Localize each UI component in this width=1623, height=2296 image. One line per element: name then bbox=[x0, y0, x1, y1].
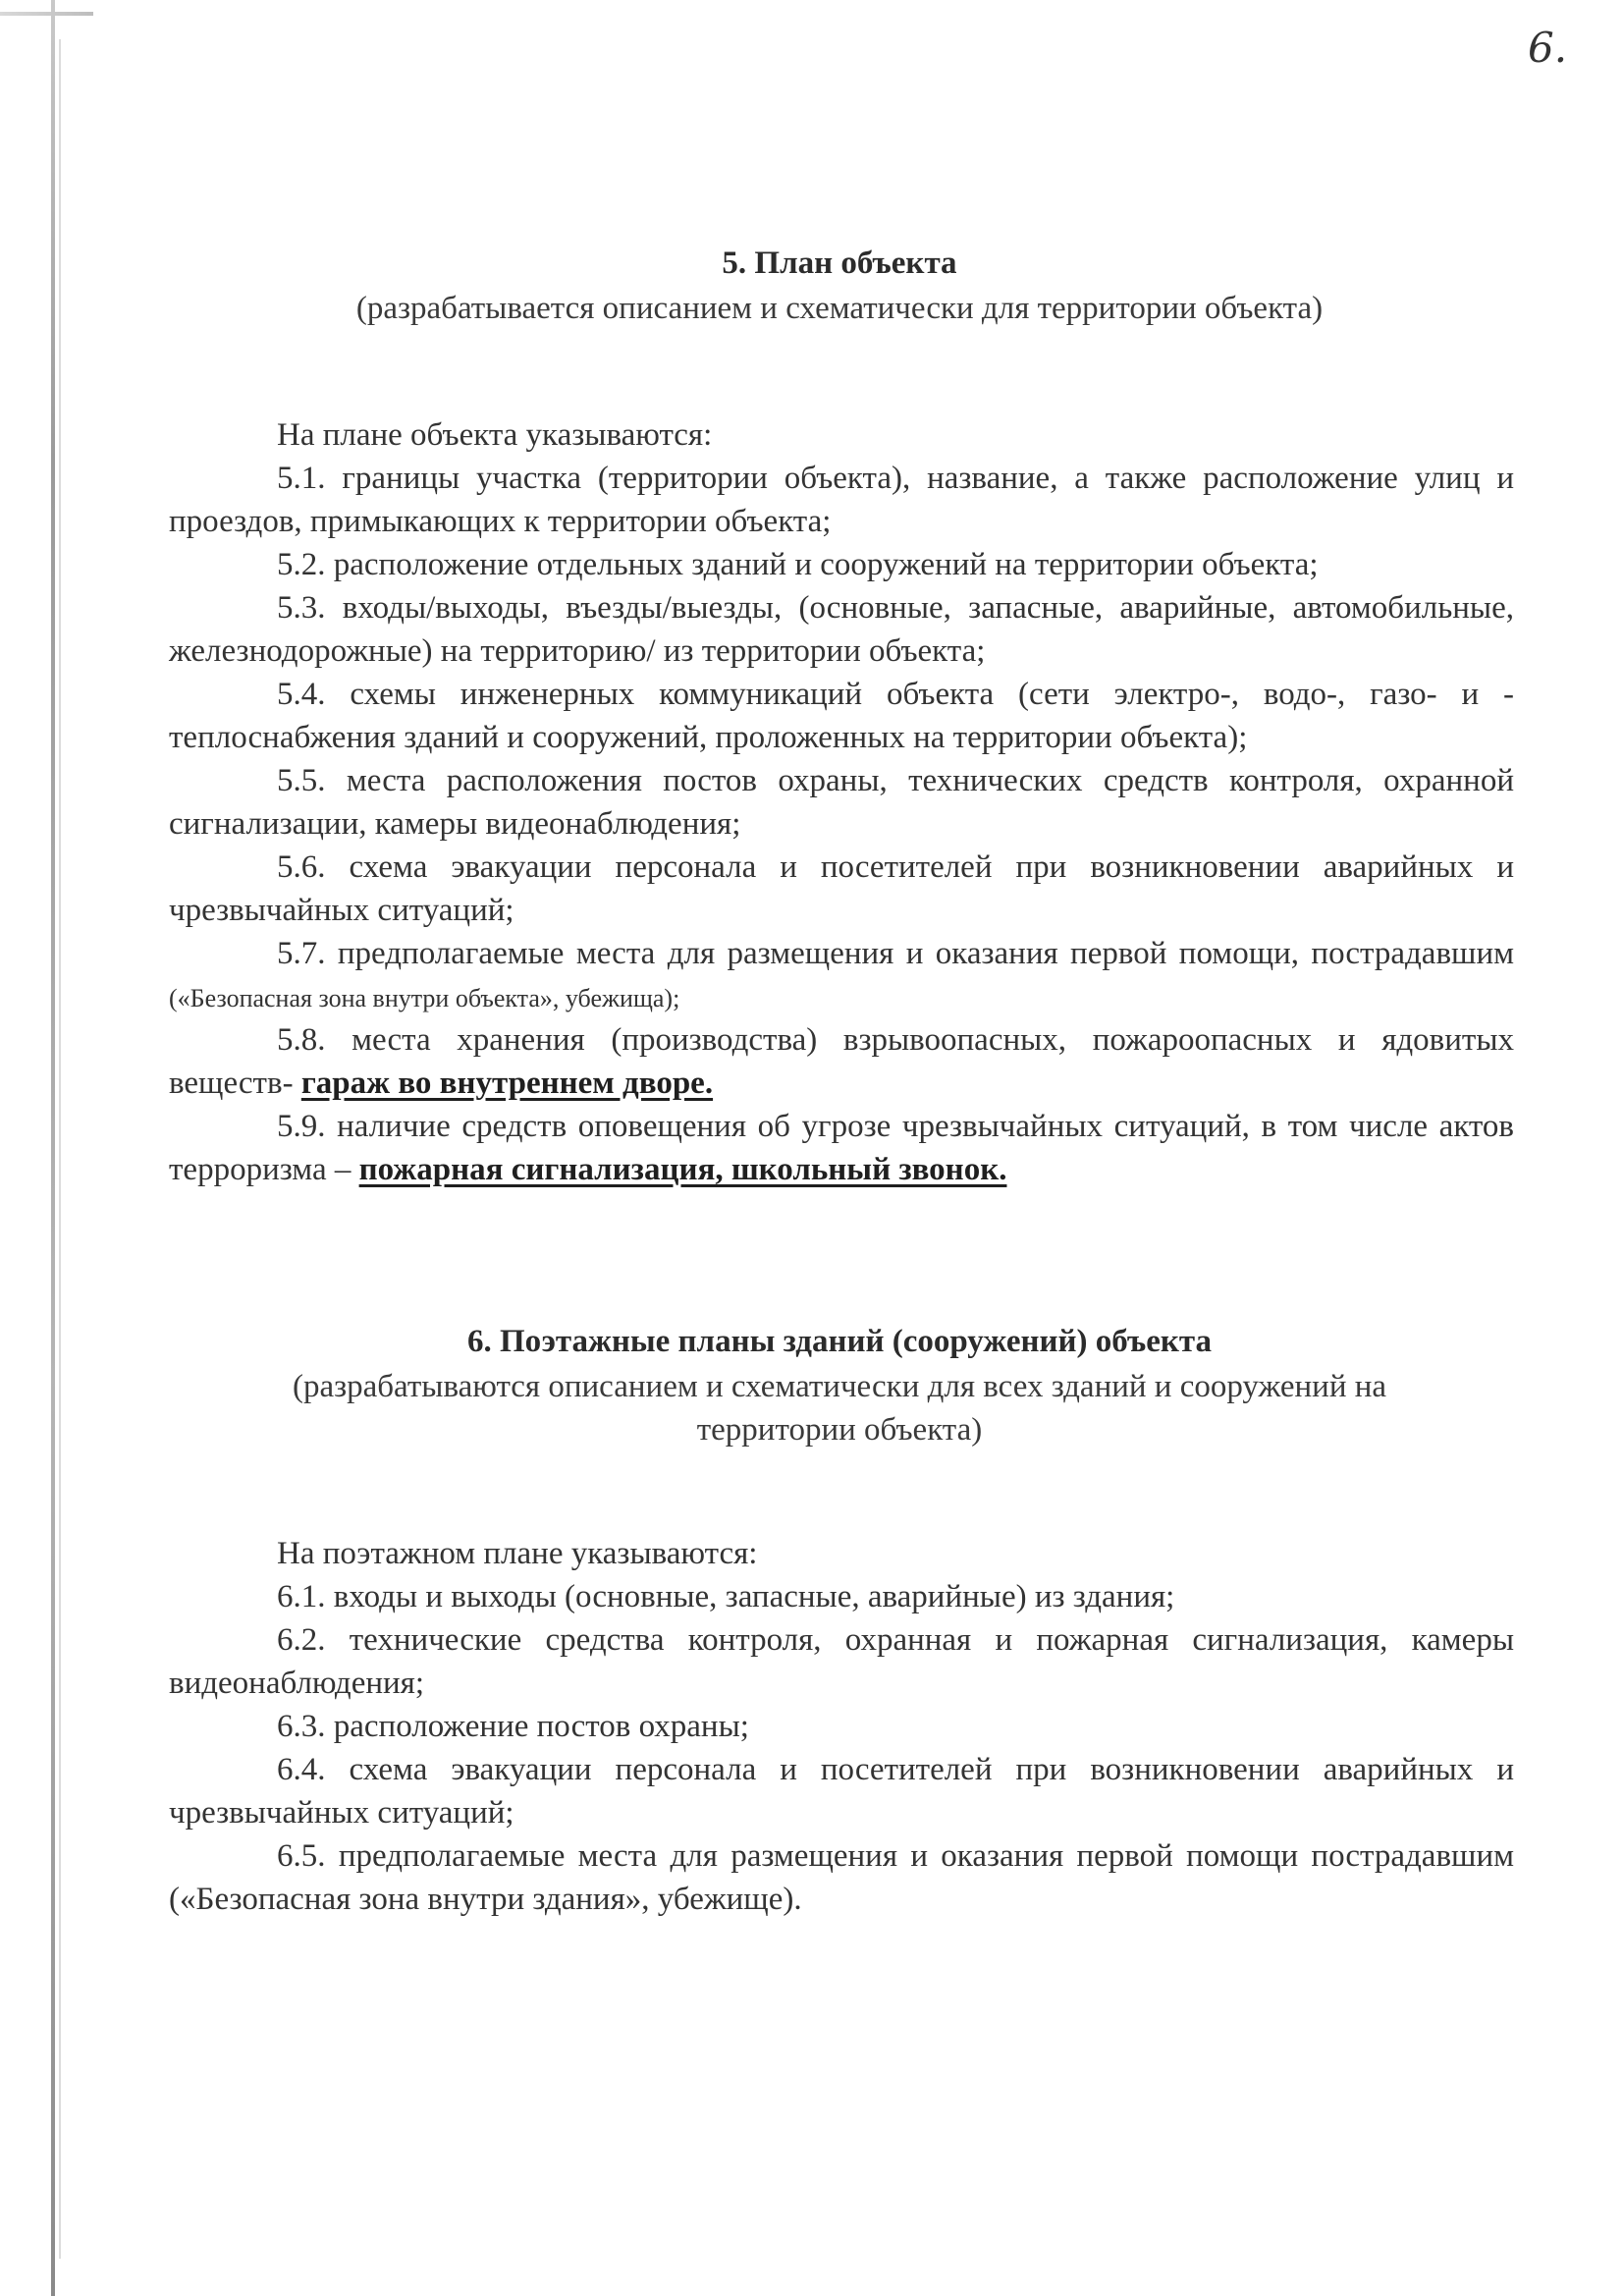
section-6-subtitle-line2: территории объекта) bbox=[696, 1412, 983, 1448]
section-6-subtitle-line1: (разрабатываются описанием и схематически для всех зданий и сооружений на bbox=[292, 1369, 1387, 1404]
section-6-title: 6. Поэтажные планы зданий (сооружений) объекта bbox=[467, 1324, 1212, 1359]
item-6-5: 6.5. предполагаемые места для размещения и оказания первой помощи пострадавшим («Безопасная зона внутри здания», убежище). bbox=[169, 1838, 1514, 1917]
scan-edge-shadow bbox=[59, 39, 61, 2259]
section-5-title: 5. План объекта bbox=[722, 246, 957, 281]
section-5-intro: На плане объекта указываются: bbox=[277, 417, 713, 453]
item-5-9-emphasis: пожарная сигнализация, школьный звонок. bbox=[358, 1152, 1007, 1187]
item-5-8-emphasis: гараж во внутреннем дворе. bbox=[300, 1066, 714, 1101]
item-5-4: 5.4. схемы инженерных коммуникаций объекта (сети электро-, водо-, газо- и - теплоснабжения зданий и сооружений, проложенных на территории объекта); bbox=[169, 677, 1514, 755]
page-number: 6. bbox=[1528, 24, 1568, 72]
scan-edge-top bbox=[0, 12, 93, 16]
item-6-4: 6.4. схема эвакуации персонала и посетителей при возникновении аварийных и чрезвычайных ситуаций; bbox=[169, 1752, 1514, 1831]
item-6-1: 6.1. входы и выходы (основные, запасные, аварийные) из здания; bbox=[277, 1579, 1175, 1614]
item-5-8-text: 5.8. места хранения (производства) взрывоопасных, пожароопасных и ядовитых веществ- bbox=[169, 1022, 1514, 1101]
item-6-3: 6.3. расположение постов охраны; bbox=[277, 1709, 749, 1744]
item-5-6: 5.6. схема эвакуации персонала и посетителей при возникновении аварийных и чрезвычайных ситуаций; bbox=[169, 849, 1514, 928]
item-6-2: 6.2. технические средства контроля, охранная и пожарная сигнализация, камеры видеонаблюдения; bbox=[169, 1622, 1514, 1701]
section-6-intro: На поэтажном плане указываются: bbox=[277, 1536, 758, 1571]
item-5-5: 5.5. места расположения постов охраны, технических средств контроля, охранной сигнализации, камеры видеонаблюдения; bbox=[169, 763, 1514, 842]
item-5-7-text: 5.7. предполагаемые места для размещения и оказания первой помощи, пострадавшим bbox=[277, 936, 1514, 971]
section-5-subtitle: (разрабатывается описанием и схематически для территории объекта) bbox=[355, 291, 1324, 326]
item-5-9 bbox=[169, 1105, 1514, 1191]
item-5-9-text: 5.9. наличие средств оповещения об угрозе чрезвычайных ситуаций, в том числе актов терроризма – bbox=[169, 1109, 1514, 1187]
item-5-2: 5.2. расположение отдельных зданий и сооружений на территории объекта; bbox=[277, 547, 1319, 582]
item-5-7-note: («Безопасная зона внутри объекта», убежища); bbox=[169, 984, 680, 1012]
item-5-1: 5.1. границы участка (территории объекта), название, а также расположение улиц и проездов, примыкающих к территории объекта; bbox=[169, 461, 1514, 539]
scan-edge-left bbox=[51, 0, 55, 2296]
item-5-8 bbox=[169, 1018, 1514, 1105]
item-5-3: 5.3. входы/выходы, въезды/выезды, (основные, запасные, аварийные, автомобильные, железнодорожные) на территорию/ из территории объекта; bbox=[169, 590, 1514, 669]
item-5-7 bbox=[169, 932, 1514, 1020]
